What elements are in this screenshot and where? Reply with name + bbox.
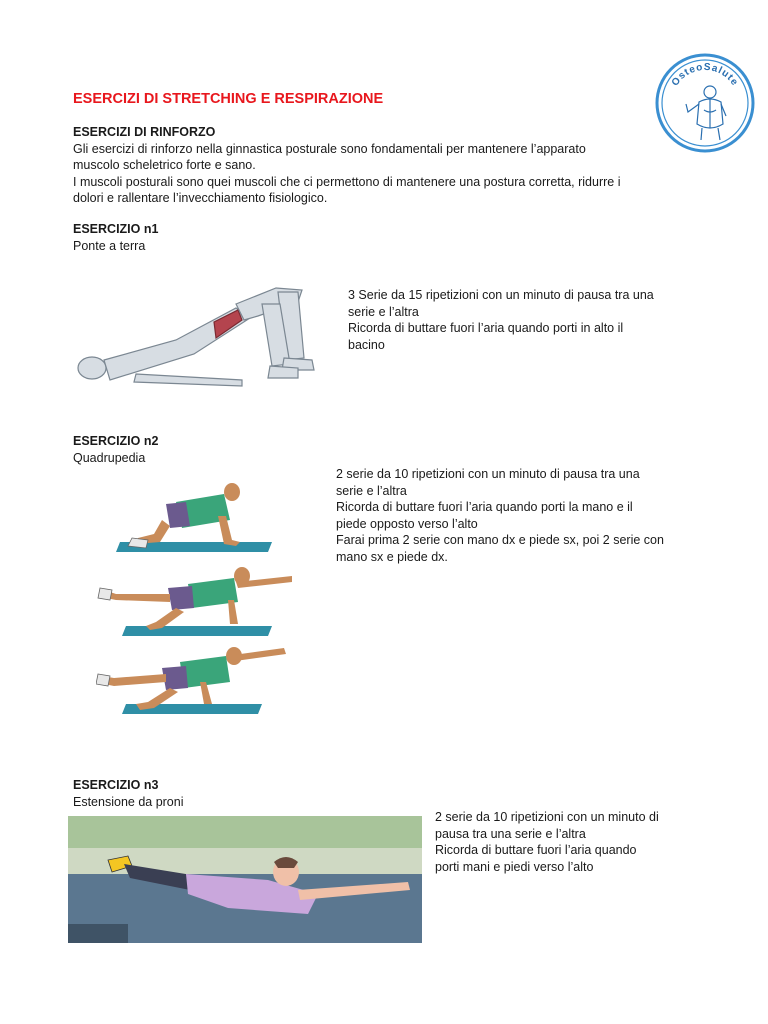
- quadruped-pose-3: [96, 647, 286, 714]
- exercise-name: Ponte a terra: [73, 238, 146, 253]
- exercise-2-illustration: [96, 480, 292, 720]
- quadruped-pose-1: [116, 483, 272, 552]
- description-line: bacino: [348, 337, 385, 352]
- exercise-heading: ESERCIZIO n3: [73, 778, 159, 792]
- exercise-name: Quadrupedia: [73, 450, 146, 465]
- logo-emblem-icon: [654, 52, 756, 154]
- description-line: 2 serie da 10 ripetizioni con un minuto di pausa tra una: [336, 467, 640, 481]
- exercise-name: Estensione da proni: [73, 794, 184, 809]
- osteosalute-logo: [654, 52, 756, 154]
- svg-text:OsteoSalute: OsteoSalute: [669, 61, 741, 89]
- exercise-2-description: [336, 466, 664, 566]
- exercise-1-description: [348, 287, 654, 353]
- exercise-1-illustration: [66, 282, 336, 394]
- exercise-3-header: [73, 777, 184, 810]
- exercise-1-header: [73, 221, 158, 254]
- intro-heading: ESERCIZI DI RINFORZO: [73, 125, 216, 139]
- intro-section: [73, 124, 621, 207]
- description-line: serie e l’altra: [336, 483, 407, 498]
- description-line: Ricorda di buttare fuori l’aria quando porti la mano e il: [336, 500, 633, 515]
- description-line: 3 Serie da 15 ripetizioni con un minuto di pausa tra una: [348, 288, 654, 302]
- page-title: ESERCIZI DI STRETCHING E RESPIRAZIONE: [73, 91, 384, 107]
- exercise-3-illustration: [68, 816, 422, 943]
- description-line: Farai prima 2 serie con mano dx e piede sx, poi 2 serie con: [336, 533, 664, 548]
- description-line: Ricorda di buttare fuori l’aria quando porti in alto il: [348, 321, 624, 336]
- intro-line: Gli esercizi di rinforzo nella ginnastica posturale sono fondamentali per mantenere l’apparato: [73, 141, 586, 156]
- intro-line: dolori e rallentare l’invecchiamento fisiologico.: [73, 191, 328, 206]
- quadruped-pose-2: [98, 567, 292, 636]
- description-line: mano sx e piede dx.: [336, 549, 448, 564]
- description-line: pausa tra una serie e l’altra: [435, 826, 586, 841]
- intro-line: muscolo scheletrico forte e sano.: [73, 158, 256, 173]
- exercise-3-description: [435, 809, 659, 875]
- description-line: 2 serie da 10 ripetizioni con un minuto di: [435, 810, 659, 824]
- intro-line: I muscoli posturali sono quei muscoli che ci permettono di mantenere una postura corretta, ridurre i: [73, 174, 621, 189]
- description-line: piede opposto verso l’alto: [336, 516, 478, 531]
- description-line: porti mani e piedi verso l’alto: [435, 859, 594, 874]
- exercise-2-header: [73, 433, 158, 466]
- description-line: serie e l’altra: [348, 304, 419, 319]
- exercise-heading: ESERCIZIO n1: [73, 222, 159, 236]
- description-line: Ricorda di buttare fuori l’aria quando: [435, 843, 637, 858]
- exercise-heading: ESERCIZIO n2: [73, 434, 159, 448]
